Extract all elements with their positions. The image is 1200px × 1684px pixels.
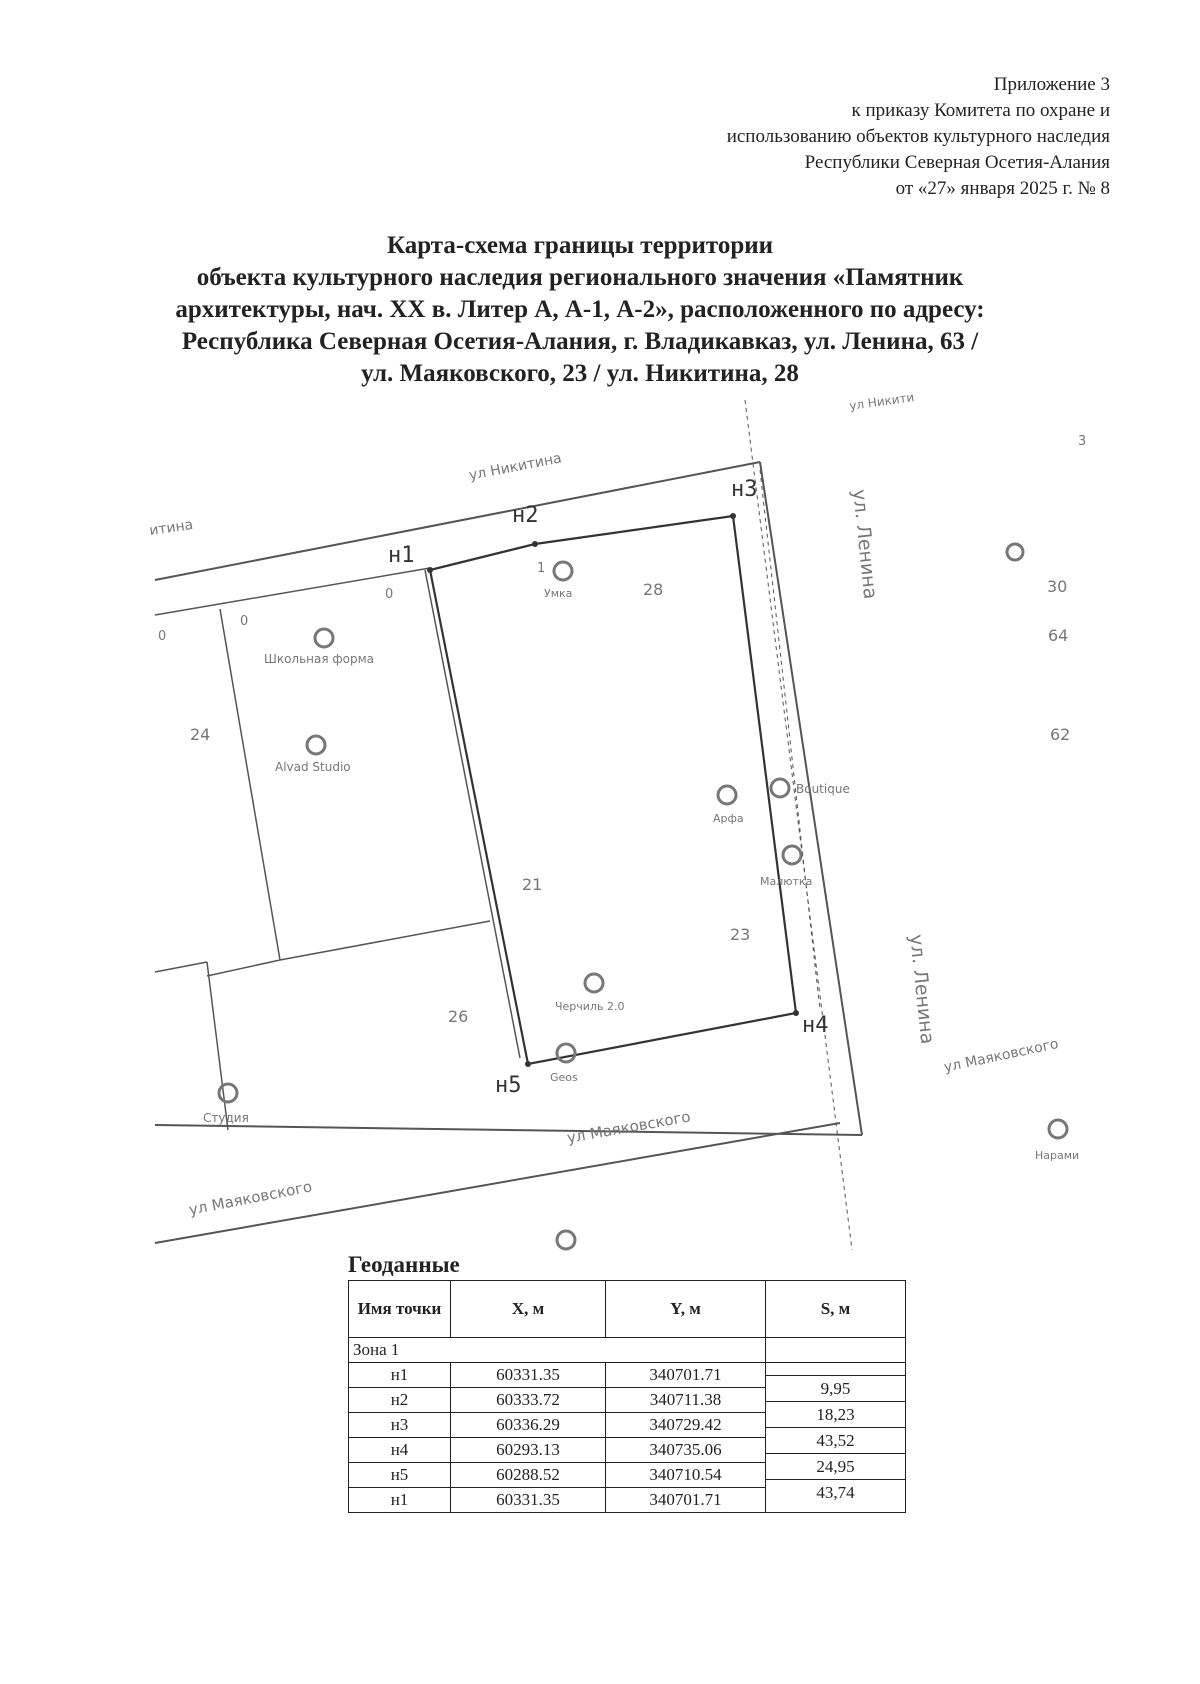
house-number: 0 [385, 587, 394, 602]
distance-value: 24,95 [766, 1454, 905, 1480]
vertex-n1 [427, 567, 433, 573]
house-number: 28 [643, 580, 664, 599]
poi-narami [1035, 1120, 1079, 1162]
house-number: 0 [240, 614, 249, 629]
vertex-n4 [793, 1010, 799, 1016]
distance-spacer [766, 1363, 905, 1376]
poi-label: Черчиль 2.0 [555, 1000, 625, 1013]
house-number: 21 [522, 875, 543, 894]
distance-value: 43,52 [766, 1428, 905, 1454]
point-label-n5: н5 [495, 1073, 522, 1098]
vertex-n3 [730, 513, 736, 519]
poi-label: Арфа [713, 812, 744, 825]
vertex-n5 [525, 1061, 531, 1067]
point-name: н4 [349, 1438, 451, 1463]
distance-cell-empty [766, 1338, 906, 1363]
house-number: 24 [190, 725, 211, 744]
poi-malyutka [760, 846, 812, 888]
zone-label: Зона 1 [349, 1338, 766, 1363]
street-label: итина [148, 516, 195, 539]
column-header-s: S, м [766, 1281, 906, 1338]
point-name: н1 [349, 1488, 451, 1513]
vertex-n2 [532, 541, 538, 547]
poi-label: Нарами [1035, 1149, 1080, 1162]
point-y: 340701.71 [606, 1363, 766, 1388]
poi-pin-icon [557, 1044, 575, 1062]
point-label-n3: н3 [731, 477, 758, 502]
distance-value: 9,95 [766, 1376, 905, 1402]
geodata-title: Геоданные [348, 1252, 460, 1277]
point-x: 60331.35 [451, 1363, 606, 1388]
street-label: ул. Ленина [905, 933, 939, 1046]
poi-pin-icon [315, 629, 333, 647]
column-header-name: Имя точки [349, 1281, 451, 1338]
distance-column [766, 1363, 906, 1513]
house-number: 62 [1050, 725, 1071, 744]
poi-pin-icon [219, 1084, 237, 1102]
title-line: Карта-схема границы территории [386, 232, 774, 259]
point-label-n4: н4 [802, 1013, 829, 1038]
poi-geos [550, 1044, 578, 1084]
point-y: 340711.38 [606, 1388, 766, 1413]
point-x: 60333.72 [451, 1388, 606, 1413]
distance-value: 43,74 [816, 1483, 855, 1502]
point-x: 60293.13 [451, 1438, 606, 1463]
territory-boundary [430, 516, 796, 1064]
column-header-y: Y, м [606, 1281, 766, 1338]
point-y: 340710.54 [606, 1463, 766, 1488]
poi-label: Умка [544, 587, 573, 600]
poi-label: Geos [550, 1071, 578, 1084]
house-number: 1 [537, 561, 546, 576]
poi-cherchil [555, 974, 624, 1013]
point-name: н5 [349, 1463, 451, 1488]
poi-label: Малютка [760, 875, 813, 888]
column-header-x: X, м [451, 1281, 606, 1338]
poi-studiya [203, 1084, 249, 1125]
poi-pin-icon [718, 786, 736, 804]
poi-label: Alvad Studio [275, 760, 351, 774]
street-label: ул Никитина [467, 450, 563, 484]
poi-pin-icon [783, 846, 801, 864]
geodata-table [348, 1280, 906, 1513]
poi-pin-icon [557, 1231, 575, 1249]
house-number: 30 [1047, 577, 1068, 596]
appendix-line: к приказу Комитета по охране и [851, 100, 1110, 121]
street-lines [155, 400, 862, 1250]
street-label: ул Маяковского [942, 1036, 1060, 1076]
table-row [349, 1363, 906, 1388]
street-label: ул Маяковского [187, 1177, 314, 1219]
poi-pin-icon [1049, 1120, 1067, 1138]
point-x: 60288.52 [451, 1463, 606, 1488]
point-y: 340701.71 [606, 1488, 766, 1513]
house-number: 64 [1048, 626, 1069, 645]
poi-pin-icon [585, 974, 603, 992]
house-number: 0 [158, 629, 167, 644]
poi-label: Студия [203, 1111, 249, 1125]
point-y: 340735.06 [606, 1438, 766, 1463]
poi-markers [203, 544, 1079, 1249]
point-name: н2 [349, 1388, 451, 1413]
street-label: ул. Ленина [848, 488, 882, 601]
title-line: объекта культурного наследия регионального значения «Памятник [196, 264, 964, 291]
point-x: 60336.29 [451, 1413, 606, 1438]
house-number: 3 [1078, 434, 1087, 449]
poi-shkolnaya [264, 629, 374, 666]
poi-label: Boutique [796, 782, 850, 796]
point-label-n1: н1 [388, 543, 415, 568]
poi-pin-icon [307, 736, 325, 754]
appendix-line: Республики Северная Осетия-Алания [804, 152, 1110, 173]
poi-arfa [713, 786, 744, 825]
appendix-line: использованию объектов культурного наследия [726, 126, 1110, 147]
house-number: 23 [730, 925, 751, 944]
title-line: Республика Северная Осетия-Алания, г. Владикавказ, ул. Ленина, 63 / [181, 328, 979, 355]
point-name: н3 [349, 1413, 451, 1438]
street-label: ул Маяковского [565, 1107, 692, 1147]
distance-value: 18,23 [766, 1402, 905, 1428]
poi-pin-icon [554, 562, 572, 580]
poi-boutique [771, 779, 850, 797]
poi-label: Школьная форма [264, 652, 375, 666]
point-name: н1 [349, 1363, 451, 1388]
poi-pin-icon [771, 779, 789, 797]
street-label: ул Никити [848, 390, 916, 413]
point-x: 60331.35 [451, 1488, 606, 1513]
appendix-date: от «27» января 2025 г. № 8 [895, 178, 1110, 199]
title-line: ул. Маяковского, 23 / ул. Никитина, 28 [361, 360, 799, 387]
point-label-n2: н2 [512, 503, 539, 528]
point-y: 340729.42 [606, 1413, 766, 1438]
house-numbers [158, 434, 1086, 1026]
poi-pin-icon [1007, 544, 1023, 560]
house-number: 26 [448, 1007, 469, 1026]
title-line: архитектуры, нач. XX в. Литер А, А-1, А-2», расположенного по адресу: [175, 296, 985, 323]
poi-alvad [275, 736, 351, 774]
poi-umka [544, 562, 572, 600]
appendix-line: Приложение 3 [993, 74, 1110, 95]
